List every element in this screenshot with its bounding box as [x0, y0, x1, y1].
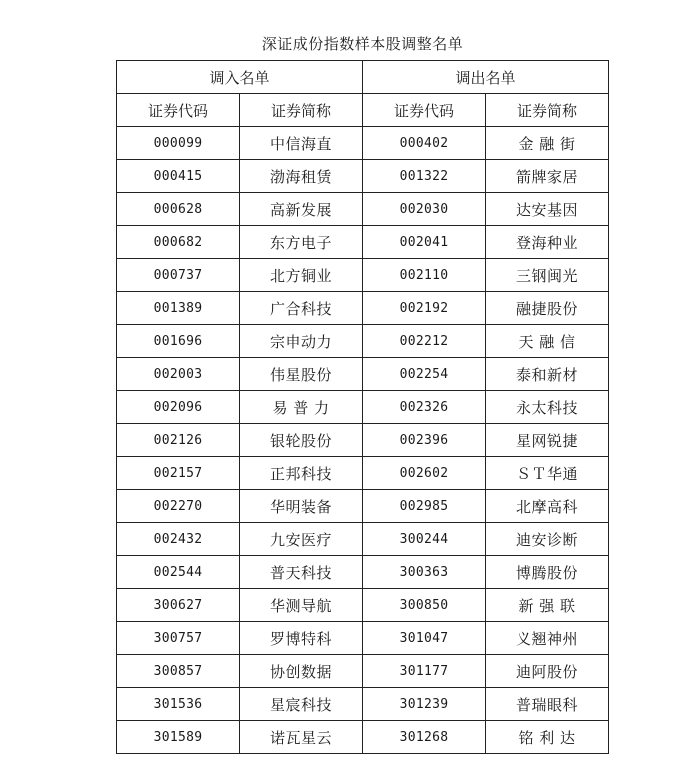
table-row: [117, 655, 609, 688]
in-security-name: 正邦科技: [240, 457, 363, 490]
out-security-name: 铭 利 达: [486, 721, 609, 754]
in-security-code: 002157: [117, 457, 240, 490]
out-security-name: 永太科技: [486, 391, 609, 424]
out-security-code: 300244: [363, 523, 486, 556]
in-security-name: 宗申动力: [240, 325, 363, 358]
document-title: 深证成份指数样本股调整名单: [261, 35, 464, 53]
table-row: [117, 622, 609, 655]
out-security-name: 天 融 信: [486, 325, 609, 358]
out-security-code: 002192: [363, 292, 486, 325]
table-row: [117, 358, 609, 391]
out-security-name: 金 融 街: [486, 127, 609, 160]
in-security-code: 002096: [117, 391, 240, 424]
table-body: [117, 127, 609, 754]
in-security-name: 星宸科技: [240, 688, 363, 721]
in-security-name: 九安医疗: [240, 523, 363, 556]
out-security-code: 002212: [363, 325, 486, 358]
table-row: [117, 259, 609, 292]
out-security-name: 登海种业: [486, 226, 609, 259]
in-security-code: 000415: [117, 160, 240, 193]
in-security-name: 普天科技: [240, 556, 363, 589]
table-row: [117, 127, 609, 160]
out-security-name: 三钢闽光: [486, 259, 609, 292]
in-security-code: 002432: [117, 523, 240, 556]
out-security-name: ＳＴ华通: [486, 457, 609, 490]
in-security-code: 301536: [117, 688, 240, 721]
out-security-name: 博腾股份: [486, 556, 609, 589]
out-security-name: 北摩高科: [486, 490, 609, 523]
adjustment-table: [116, 60, 609, 754]
table-row: [117, 457, 609, 490]
out-security-name: 达安基因: [486, 193, 609, 226]
in-security-code: 002003: [117, 358, 240, 391]
in-security-name: 诺瓦星云: [240, 721, 363, 754]
in-security-name: 北方铜业: [240, 259, 363, 292]
column-header-in-code: 证券代码: [117, 94, 240, 127]
out-security-name: 普瑞眼科: [486, 688, 609, 721]
out-security-code: 002110: [363, 259, 486, 292]
table-row: [117, 325, 609, 358]
in-security-code: 000682: [117, 226, 240, 259]
table-row: [117, 556, 609, 589]
in-security-code: 000099: [117, 127, 240, 160]
table-row: [117, 160, 609, 193]
table-row: [117, 193, 609, 226]
in-security-code: 001696: [117, 325, 240, 358]
out-security-code: 301239: [363, 688, 486, 721]
out-security-code: 002396: [363, 424, 486, 457]
in-security-name: 伟星股份: [240, 358, 363, 391]
in-security-code: 002544: [117, 556, 240, 589]
in-security-code: 000737: [117, 259, 240, 292]
out-security-name: 新 强 联: [486, 589, 609, 622]
group-header-row: [117, 61, 609, 94]
out-security-code: 000402: [363, 127, 486, 160]
table-row: [117, 490, 609, 523]
out-security-name: 迪安诊断: [486, 523, 609, 556]
in-security-name: 渤海租赁: [240, 160, 363, 193]
table-row: [117, 589, 609, 622]
in-security-name: 易 普 力: [240, 391, 363, 424]
out-security-code: 002030: [363, 193, 486, 226]
table-row: [117, 391, 609, 424]
group-out-header: 调出名单: [363, 61, 609, 94]
out-security-code: 300363: [363, 556, 486, 589]
in-security-code: 001389: [117, 292, 240, 325]
table-row: [117, 292, 609, 325]
in-security-name: 高新发展: [240, 193, 363, 226]
in-security-name: 协创数据: [240, 655, 363, 688]
column-header-row: [117, 94, 609, 127]
in-security-code: 300757: [117, 622, 240, 655]
in-security-code: 300627: [117, 589, 240, 622]
in-security-name: 银轮股份: [240, 424, 363, 457]
in-security-name: 华测导航: [240, 589, 363, 622]
out-security-name: 箭牌家居: [486, 160, 609, 193]
table-row: [117, 523, 609, 556]
out-security-code: 301177: [363, 655, 486, 688]
out-security-name: 融捷股份: [486, 292, 609, 325]
table-row: [117, 721, 609, 754]
out-security-code: 002985: [363, 490, 486, 523]
in-security-code: 301589: [117, 721, 240, 754]
in-security-name: 华明装备: [240, 490, 363, 523]
table-row: [117, 226, 609, 259]
in-security-code: 002126: [117, 424, 240, 457]
out-security-code: 002326: [363, 391, 486, 424]
out-security-code: 301047: [363, 622, 486, 655]
in-security-name: 中信海直: [240, 127, 363, 160]
table-row: [117, 688, 609, 721]
out-security-name: 星网锐捷: [486, 424, 609, 457]
out-security-code: 002254: [363, 358, 486, 391]
column-header-out-name: 证券简称: [486, 94, 609, 127]
column-header-out-code: 证券代码: [363, 94, 486, 127]
table-row: [117, 424, 609, 457]
in-security-code: 000628: [117, 193, 240, 226]
in-security-code: 300857: [117, 655, 240, 688]
in-security-name: 东方电子: [240, 226, 363, 259]
in-security-code: 002270: [117, 490, 240, 523]
out-security-code: 002041: [363, 226, 486, 259]
out-security-code: 002602: [363, 457, 486, 490]
out-security-code: 300850: [363, 589, 486, 622]
out-security-name: 迪阿股份: [486, 655, 609, 688]
out-security-name: 义翘神州: [486, 622, 609, 655]
out-security-code: 301268: [363, 721, 486, 754]
out-security-code: 001322: [363, 160, 486, 193]
in-security-name: 广合科技: [240, 292, 363, 325]
column-header-in-name: 证券简称: [240, 94, 363, 127]
group-in-header: 调入名单: [117, 61, 363, 94]
out-security-name: 泰和新材: [486, 358, 609, 391]
in-security-name: 罗博特科: [240, 622, 363, 655]
